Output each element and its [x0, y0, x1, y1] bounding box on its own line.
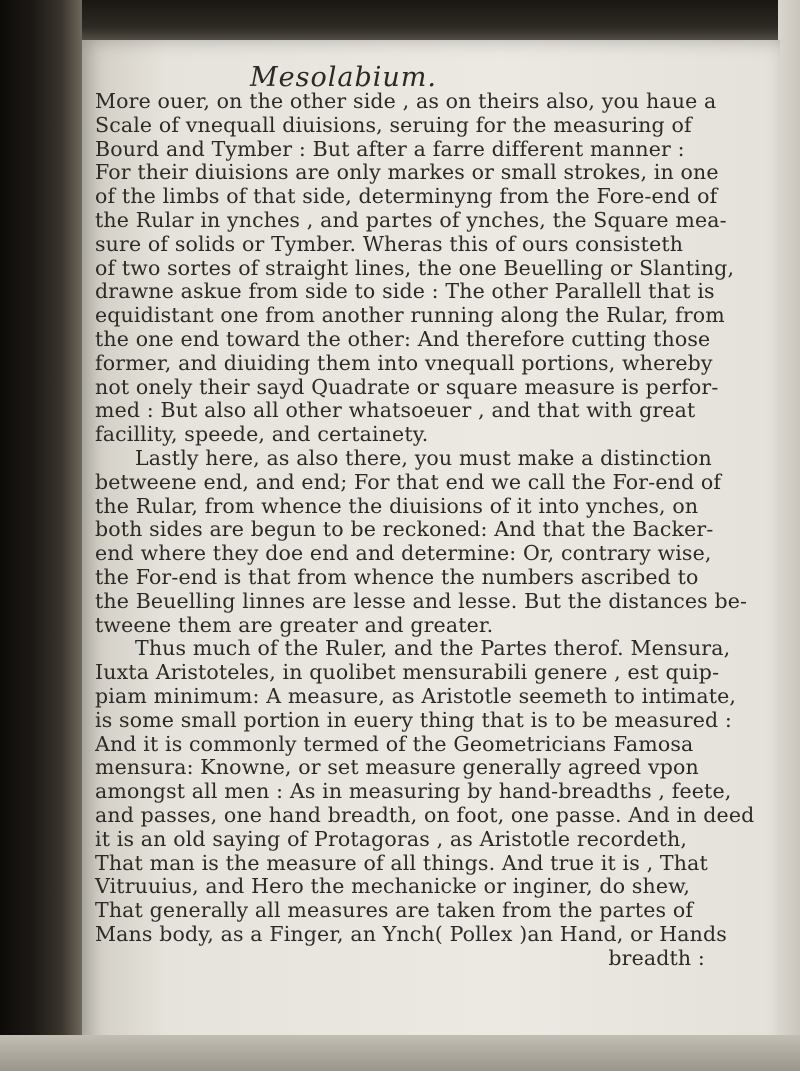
text-line: the one end toward the other: And therefore cutting those: [95, 326, 711, 351]
page-edge: [778, 0, 800, 1071]
text-line: And it is commonly termed of the Geometricians Famosa: [95, 731, 694, 756]
body-text: [95, 90, 765, 970]
text-line: Bourd and Tymber : But after a farre different manner :: [95, 136, 685, 161]
text-line: Mans body, as a Finger, an Ynch( Pollex )an Hand, or Hands: [95, 921, 727, 946]
text-line: More ouer, on the other side , as on theirs also, you haue a: [95, 89, 717, 113]
text-line: tweene them are greater and greater.: [95, 612, 494, 637]
text-line: not onely their sayd Quadrate or square measure is perfor-: [95, 374, 719, 399]
text-line: is some small portion in euery thing that is to be measured :: [95, 707, 732, 732]
book-gutter-shadow: [0, 0, 82, 1071]
text-line: med : But also all other whatsoeuer , and that with great: [95, 398, 696, 423]
text-line: former, and diuiding them into vnequall portions, whereby: [95, 350, 713, 375]
text-line: both sides are begun to be reckoned: And that the Backer-: [95, 517, 714, 542]
text-line: of two sortes of straight lines, the one Beuelling or Slanting,: [95, 255, 735, 280]
text-line: the Rular, from whence the diuisions of it into ynches, on: [95, 493, 699, 518]
text-line: That man is the measure of all things. And true it is , That: [95, 850, 708, 875]
text-line: Scale of vnequall diuisions, seruing for the measuring of: [95, 112, 692, 137]
text-line: piam minimum: A measure, as Aristotle seemeth to intimate,: [95, 683, 737, 708]
text-line: Iuxta Aristoteles, in quolibet mensurabili genere , est quip-: [95, 660, 720, 685]
text-line: That generally all measures are taken from the partes of: [95, 898, 694, 923]
text-line: equidistant one from another running along the Rular, from: [95, 303, 725, 328]
text-line: amongst all men : As in measuring by hand-breadths , feete,: [95, 779, 732, 804]
text-line: Vitruuius, and Hero the mechanicke or inginer, do shew,: [95, 874, 691, 899]
text-line: For their diuisions are only markes or small strokes, in one: [95, 160, 719, 185]
text-line: the For-end is that from whence the numbers ascribed to: [95, 564, 699, 589]
text-line: Thus much of the Ruler, and the Partes therof. Mensura,: [135, 636, 731, 661]
running-head: Mesolabium.: [250, 62, 437, 93]
text-line: it is an old saying of Protagoras , as Aristotle recordeth,: [95, 826, 688, 851]
text-line: facillity, speede, and certainety.: [95, 422, 429, 447]
text-line: betweene end, and end; For that end we call the For-end of: [95, 469, 722, 494]
text-line: drawne askue from side to side : The other Parallell that is: [95, 279, 715, 304]
text-line: and passes, one hand breadth, on foot, one passe. And in deed: [95, 802, 755, 827]
text-line: Lastly here, as also there, you must make a distinction: [135, 445, 712, 470]
text-line: sure of solids or Tymber. Wheras this of ours consisteth: [95, 231, 684, 256]
catchword: breadth :: [608, 945, 705, 970]
bottom-margin: [0, 1035, 800, 1071]
text-line: of the limbs of that side, determinyng from the Fore-end of: [95, 184, 718, 209]
text-line: mensura: Knowne, or set measure generally agreed vpon: [95, 755, 699, 780]
text-line: the Beuelling linnes are lesse and lesse. But the distances be-: [95, 588, 748, 613]
text-line: end where they doe end and determine: Or, contrary wise,: [95, 541, 712, 566]
text-line: the Rular in ynches , and partes of ynches, the Square mea-: [95, 207, 727, 232]
